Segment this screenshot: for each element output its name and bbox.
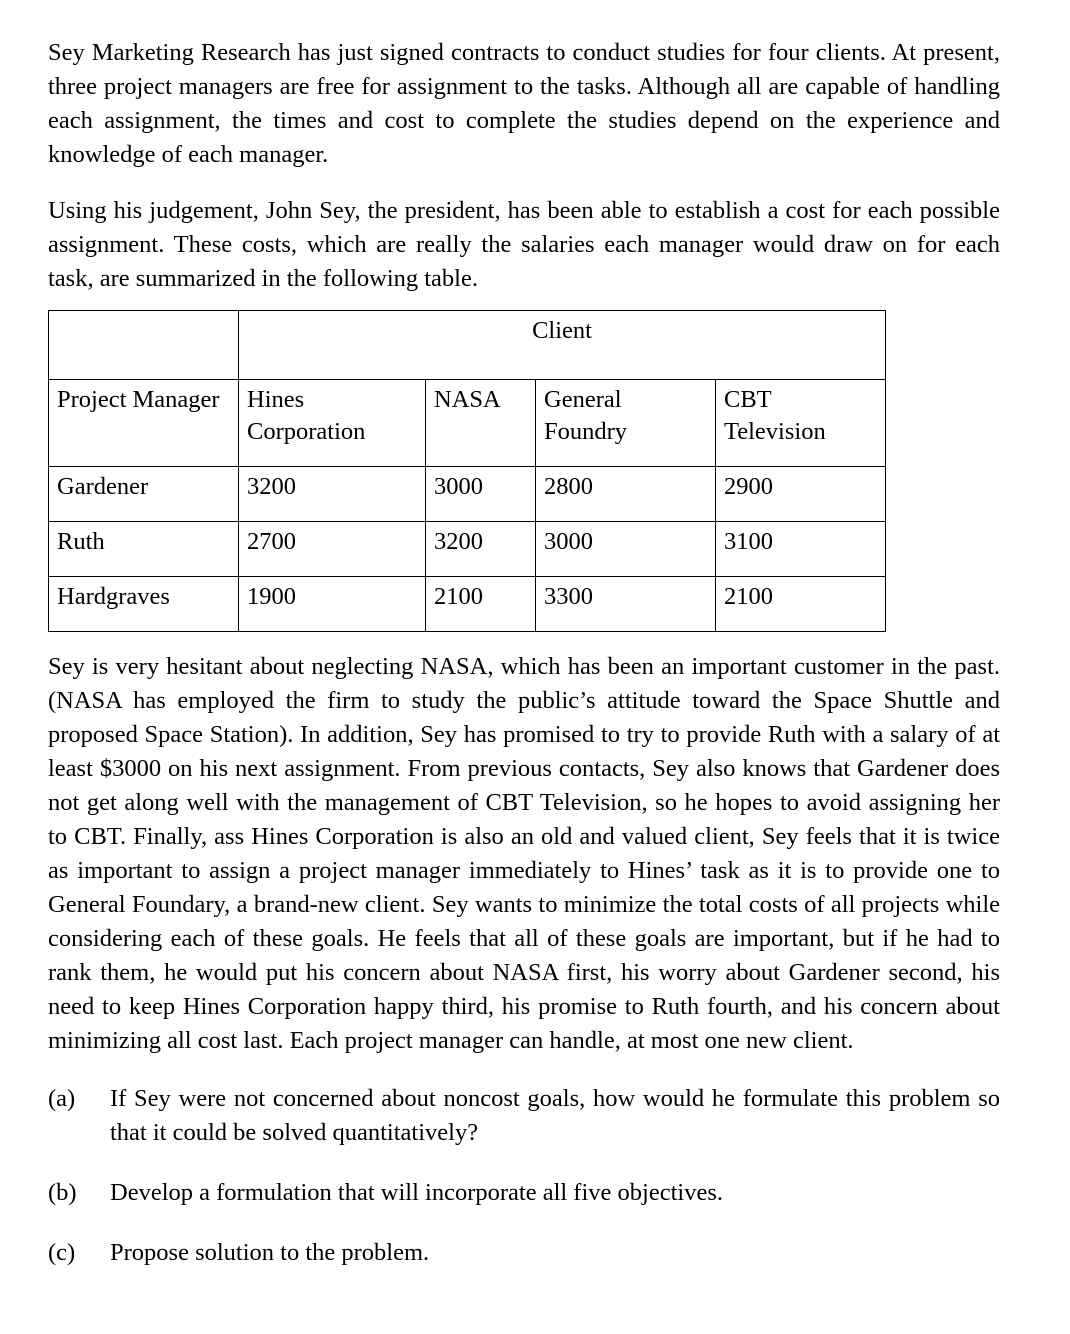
assignment-cost-table xyxy=(48,310,886,632)
paragraph-intro: Sey Marketing Research has just signed contracts to conduct studies for four clients. At present, three project managers are free for assignment to the tasks. Although all are capable of handling each assignment, the times and cost to complete the studies depend on the experience and knowledge of each manager. xyxy=(48,39,1000,168)
cell-hardgraves-nasa: 2100 xyxy=(426,577,536,632)
cell-gardener-nasa: 3000 xyxy=(426,467,536,522)
question-item-b xyxy=(48,1176,1000,1210)
row-label-gardener: Gardener xyxy=(49,467,239,522)
cell-gardener-cbt: 2900 xyxy=(716,467,886,522)
question-marker-a: (a) xyxy=(48,1085,76,1112)
question-text-b: Develop a formulation that will incorporate all five objectives. xyxy=(110,1179,723,1206)
table-row xyxy=(49,467,886,522)
question-text-c: Propose solution to the problem. xyxy=(110,1239,430,1266)
cell-gardener-general-foundry: 2800 xyxy=(536,467,716,522)
question-marker-c: (c) xyxy=(48,1239,76,1266)
table-group-header-row xyxy=(49,311,886,380)
table-header-cbt-television xyxy=(716,380,886,467)
cell-gardener-hines: 3200 xyxy=(239,467,426,522)
header-line-1: Hines xyxy=(247,386,305,413)
cell-ruth-hines: 2700 xyxy=(239,522,426,577)
cell-hardgraves-cbt: 2100 xyxy=(716,577,886,632)
header-line-2: Foundry xyxy=(544,418,628,445)
table-header-general-foundry xyxy=(536,380,716,467)
question-text-a: If Sey were not concerned about noncost goals, how would he formulate this problem so that it could be solved quantitatively? xyxy=(110,1085,1000,1146)
cell-ruth-nasa: 3200 xyxy=(426,522,536,577)
table-group-header-client: Client xyxy=(239,311,886,380)
table-header-project-manager: Project Manager xyxy=(49,380,239,467)
cell-ruth-cbt: 3100 xyxy=(716,522,886,577)
paragraph-cost-basis: Using his judgement, John Sey, the president, has been able to establish a cost for each possible assignment. These costs, which are really the salaries each manager would draw on for each task, are summarized in the following table. xyxy=(48,197,1000,292)
table-row xyxy=(49,577,886,632)
table-header-nasa xyxy=(426,380,536,467)
row-label-hardgraves: Hardgraves xyxy=(49,577,239,632)
question-marker-b: (b) xyxy=(48,1179,77,1206)
table-corner-cell xyxy=(49,311,239,380)
header-line-1: General xyxy=(544,386,622,413)
row-label-ruth: Ruth xyxy=(49,522,239,577)
question-list xyxy=(48,1082,1000,1270)
header-line-1: CBT xyxy=(724,386,772,413)
header-line-2: Television xyxy=(724,418,826,445)
question-item-a xyxy=(48,1082,1000,1150)
question-item-c xyxy=(48,1236,1000,1270)
cell-hardgraves-general-foundry: 3300 xyxy=(536,577,716,632)
table-column-header-row xyxy=(49,380,886,467)
header-line-1: NASA xyxy=(434,386,501,413)
cell-hardgraves-hines: 1900 xyxy=(239,577,426,632)
header-line-2: Corporation xyxy=(247,418,366,445)
table-header-hines-corporation xyxy=(239,380,426,467)
table-row xyxy=(49,522,886,577)
paragraph-goals: Sey is very hesitant about neglecting NASA, which has been an important customer in the past. (NASA has employed the firm to study the public’s attitude toward the Space Shuttle and proposed Space Station). In addition, Sey has promised to try to provide Ruth with a salary of at least $3000 on his next assignment. From previous contacts, Sey also knows that Gardener does not get along well with the management of CBT Television, so he hopes to avoid assigning her to CBT. Finally, ass Hines Corporation is also an old and valued client, Sey feels that it is twice as important to assign a project manager immediately to Hines’ task as it is to provide one to General Foundary, a brand-new client. Sey wants to minimize the total costs of all projects while considering each of these goals. He feels that all of these goals are important, but if he had to rank them, he would put his concern about NASA first, his worry about Gardener second, his need to keep Hines Corporation happy third, his promise to Ruth fourth, and his concern about minimizing all cost last. Each project manager can handle, at most one new client. xyxy=(48,653,1000,1054)
cell-ruth-general-foundry: 3000 xyxy=(536,522,716,577)
